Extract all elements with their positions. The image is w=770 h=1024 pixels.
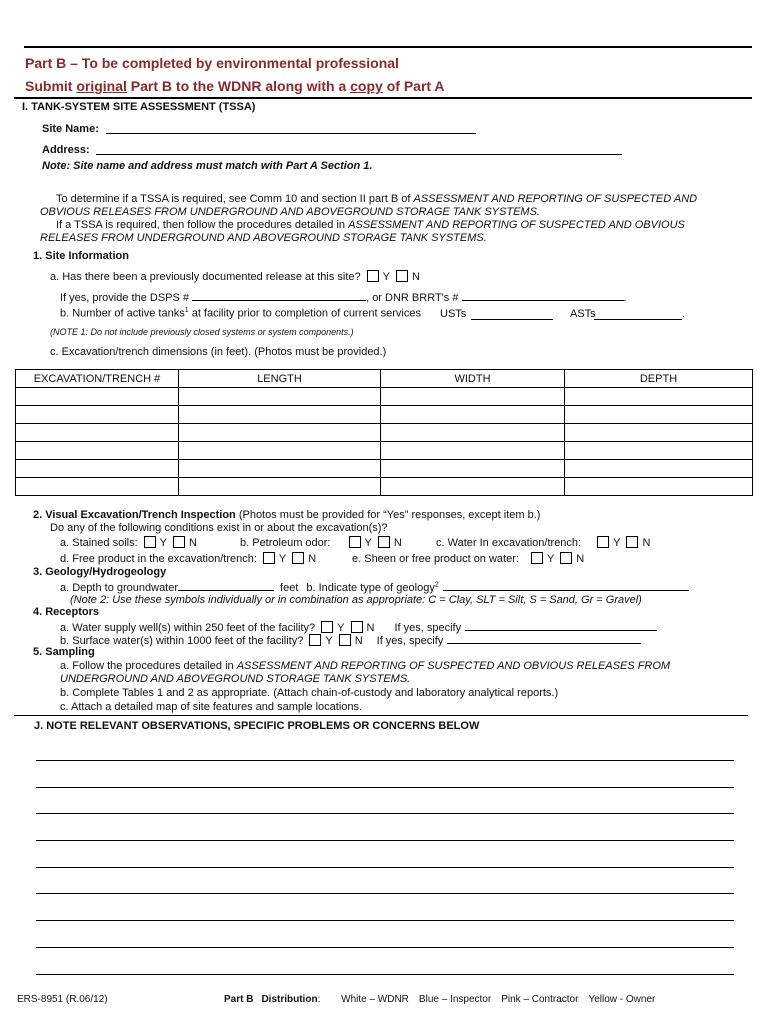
water-supply-well-question: a. Water supply well(s) within 250 feet of the facility? Y N If yes, specify [60, 620, 657, 634]
table-cell[interactable] [16, 388, 179, 406]
site-information-heading: 1. Site Information [33, 250, 129, 262]
surface-water-specify-field[interactable] [447, 633, 641, 644]
previous-release-question: a. Has there been a previously documented release at this site? Y N [50, 271, 420, 283]
water-supply-well-no-checkbox[interactable] [351, 621, 363, 633]
sampling-map-item: c. Attach a detailed map of site features and sample locations. [60, 701, 363, 713]
geology-note-2: (Note 2: Use these symbols individually or in combination as appropriate: C = Clay, SLT = Silt, S = Sand, Gr = Gravel) [70, 594, 642, 606]
table-cell[interactable] [381, 442, 565, 460]
table-cell[interactable] [565, 442, 753, 460]
free-product-yes-checkbox[interactable] [263, 552, 275, 564]
column-header-width: WIDTH [381, 370, 565, 388]
table-cell[interactable] [179, 388, 381, 406]
petroleum-odor-yes-checkbox[interactable] [349, 536, 361, 548]
visual-inspection-heading: 2. Visual Excavation/Trench Inspection (Photos must be provided for “Yes” responses, except item b.) [33, 509, 541, 521]
table-cell[interactable] [16, 442, 179, 460]
observation-line[interactable] [36, 760, 734, 761]
previous-release-no-checkbox[interactable] [396, 270, 408, 282]
table-cell[interactable] [565, 460, 753, 478]
section-j-heading: J. NOTE RELEVANT OBSERVATIONS, SPECIFIC PROBLEMS OR CONCERNS BELOW [34, 720, 480, 732]
groundwater-depth-row: a. Depth to groundwater feet b. Indicate type of geology$^2$ [60, 580, 689, 594]
table-cell[interactable] [179, 442, 381, 460]
table-cell[interactable] [565, 388, 753, 406]
sampling-tables-item: b. Complete Tables 1 and 2 as appropriate. (Attach chain-of-custody and laboratory analytical reports.) [60, 687, 559, 699]
previous-release-yes-checkbox[interactable] [367, 270, 379, 282]
water-in-excavation-no-checkbox[interactable] [626, 536, 638, 548]
table-cell[interactable] [179, 478, 381, 496]
free-product-no-checkbox[interactable] [292, 552, 304, 564]
geology-heading: 3. Geology/Hydrogeology [33, 566, 167, 578]
sheen-question: e. Sheen or free product on water: Y N [352, 553, 585, 565]
usts-count-field[interactable] [471, 319, 553, 320]
header-rule [14, 97, 752, 99]
top-rule [24, 46, 752, 48]
observation-line[interactable] [36, 867, 734, 868]
site-name-note: Note: Site name and address must match with Part A Section 1. [42, 160, 373, 172]
table-cell[interactable] [381, 478, 565, 496]
site-name-field[interactable] [106, 133, 476, 134]
table-cell[interactable] [179, 406, 381, 424]
observation-line[interactable] [36, 893, 734, 894]
observation-line[interactable] [36, 974, 734, 975]
table-cell[interactable] [381, 460, 565, 478]
table-cell[interactable] [381, 424, 565, 442]
table-cell[interactable] [565, 478, 753, 496]
observation-line[interactable] [36, 920, 734, 921]
table-row [16, 442, 753, 460]
table-row [16, 460, 753, 478]
surface-water-no-checkbox[interactable] [339, 634, 351, 646]
submit-instruction: Submit original Part B to the WDNR along with a copy of Part A [25, 78, 445, 94]
active-tanks-row: b. Number of active tanks$^1$ at facility prior to completion of current services [60, 307, 421, 320]
table-cell[interactable] [179, 424, 381, 442]
column-header-trench: EXCAVATION/TRENCH # [16, 370, 179, 388]
tssa-intro-paragraph-1: To determine if a TSSA is required, see Comm 10 and section II part B of ASSESSMENT AND REPORTING OF SUSPECTED AND OBVIOUS RELEASES FROM UNDERGROUND AND ABOVEGROUND STORAGE TANK SYSTEMS. [40, 193, 698, 218]
petroleum-odor-question: b. Petroleum odor: Y N [240, 537, 402, 549]
table-row [16, 424, 753, 442]
site-name-label: Site Name: [42, 123, 99, 135]
asts-label: ASTs [570, 308, 596, 320]
dsps-number-field[interactable] [192, 290, 366, 301]
sampling-heading: 5. Sampling [33, 646, 95, 658]
sampling-procedure-item: a. Follow the procedures detailed in ASSESSMENT AND REPORTING OF SUSPECTED AND OBVIOUS RELEASES FROM UNDERGROUND AND ABOVEGROUND STORAGE TANK SYSTEMS. [60, 660, 671, 685]
table-cell[interactable] [16, 478, 179, 496]
surface-water-yes-checkbox[interactable] [309, 634, 321, 646]
sheen-no-checkbox[interactable] [560, 552, 572, 564]
groundwater-depth-field[interactable] [178, 580, 274, 591]
trench-dimensions-label: c. Excavation/trench dimensions (in feet). (Photos must be provided.) [50, 346, 387, 358]
stained-soils-question: a. Stained soils: Y N [60, 537, 197, 549]
table-cell[interactable] [381, 388, 565, 406]
observation-line[interactable] [36, 813, 734, 814]
visual-inspection-question: Do any of the following conditions exist in or about the excavation(s)? [50, 522, 388, 534]
usts-label: USTs [440, 308, 467, 320]
table-cell[interactable] [179, 460, 381, 478]
table-row [16, 478, 753, 496]
free-product-question: d. Free product in the excavation/trench: Y N [60, 553, 317, 565]
asts-count-field[interactable] [594, 319, 682, 320]
table-cell[interactable] [565, 424, 753, 442]
water-in-excavation-yes-checkbox[interactable] [597, 536, 609, 548]
observation-line[interactable] [36, 840, 734, 841]
tssa-intro-paragraph-2: If a TSSA is required, then follow the procedures detailed in ASSESSMENT AND REPORTING OF SUSPECTED AND OBVIOUS RELEASES FROM UNDERGROUND AND ABOVEGROUND STORAGE TANK SYSTEMS. [40, 219, 685, 244]
form-id: ERS-8951 (R.06/12) [17, 994, 108, 1005]
table-cell[interactable] [16, 460, 179, 478]
section-j-rule [14, 715, 748, 716]
water-in-excavation-question: c. Water In excavation/trench: Y N [436, 537, 651, 549]
address-field[interactable] [96, 154, 622, 155]
surface-water-question: b. Surface water(s) within 1000 feet of the facility? Y N If yes, specify [60, 633, 641, 647]
receptors-heading: 4. Receptors [33, 606, 100, 618]
part-b-title: Part B – To be completed by environmental professional [25, 55, 399, 71]
asts-period: . [682, 308, 686, 320]
sheen-yes-checkbox[interactable] [531, 552, 543, 564]
stained-soils-no-checkbox[interactable] [173, 536, 185, 548]
geology-type-field[interactable] [443, 580, 689, 591]
table-cell[interactable] [16, 406, 179, 424]
table-header-row [16, 370, 753, 388]
water-supply-well-yes-checkbox[interactable] [321, 621, 333, 633]
table-row [16, 406, 753, 424]
address-label: Address: [42, 144, 90, 156]
stained-soils-yes-checkbox[interactable] [144, 536, 156, 548]
table-cell[interactable] [381, 406, 565, 424]
trench-dimensions-table [15, 369, 753, 496]
observation-line[interactable] [36, 787, 734, 788]
table-cell[interactable] [16, 424, 179, 442]
petroleum-odor-no-checkbox[interactable] [378, 536, 390, 548]
water-supply-well-specify-field[interactable] [465, 620, 657, 631]
section-i-heading: I. TANK-SYSTEM SITE ASSESSMENT (TSSA) [22, 101, 256, 113]
column-header-depth: DEPTH [565, 370, 753, 388]
column-header-length: LENGTH [179, 370, 381, 388]
table-cell[interactable] [565, 406, 753, 424]
note-1: (NOTE 1: Do not include previously closed systems or system components.) [50, 327, 354, 337]
table-row [16, 388, 753, 406]
distribution-footer: Part B Distribution: White – WDNR Blue – Inspector Pink – Contractor Yellow - Owner [224, 994, 656, 1005]
observation-line[interactable] [36, 947, 734, 948]
dnr-brrt-number-field[interactable] [462, 290, 624, 301]
dsps-row: If yes, provide the DSPS # , or DNR BRRT's # . [60, 292, 627, 304]
